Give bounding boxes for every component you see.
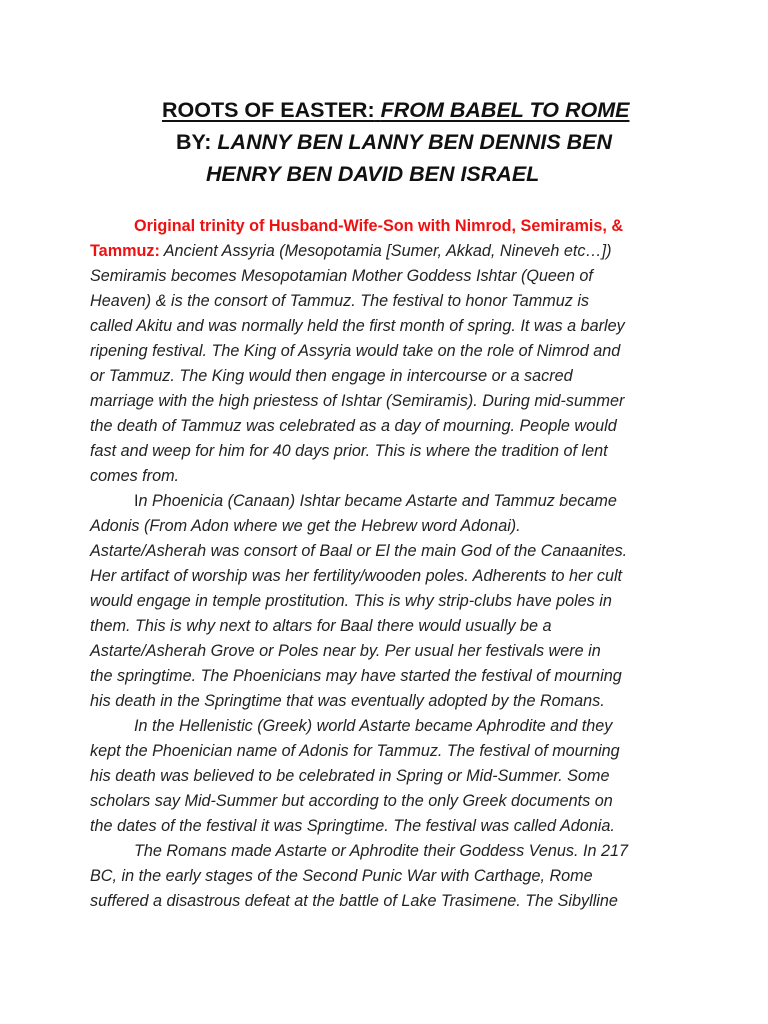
text-line: In Phoenicia (Canaan) Ishtar became Astarte and Tammuz became [134,492,617,510]
text-line: comes from. [90,467,180,485]
title-line-1 [162,94,629,126]
text-line: Her artifact of worship was her fertility/wooden poles. Adherents to her cult [90,567,623,585]
section-heading: Original trinity of Husband-Wife-Son with Nimrod, Semiramis, & [134,217,624,235]
text-line: his death was believed to be celebrated in Spring or Mid-Summer. Some [90,767,610,785]
text-line: or Tammuz. The King would then engage in intercourse or a sacred [90,367,573,385]
text-line [90,214,768,239]
byline-label: BY: [176,130,212,154]
text-line: the springtime. The Phoenicians may have started the festival of mourning [90,667,622,685]
text-line: would engage in temple prostitution. This is why strip-clubs have poles in [90,592,612,610]
text-line: Semiramis becomes Mesopotamian Mother Goddess Ishtar (Queen of [90,267,593,285]
title-line-1-main: ROOTS OF EASTER: [162,98,375,122]
text-line: the dates of the festival it was Springtime. The festival was called Adonia. [90,817,615,835]
text-line: his death in the Springtime that was eventually adopted by the Romans. [90,692,605,710]
author-name-1: LANNY BEN LANNY BEN DENNIS BEN [217,130,613,154]
text-line: the death of Tammuz was celebrated as a day of mourning. People would [90,417,617,435]
text-line: Heaven) & is the consort of Tammuz. The festival to honor Tammuz is [90,292,590,310]
text-line: kept the Phoenician name of Adonis for Tammuz. The festival of mourning [90,742,620,760]
text-line: marriage with the high priestess of Ishtar (Semiramis). During mid-summer [90,392,625,410]
text-line: scholars say Mid-Summer but according to the only Greek documents on [90,792,613,810]
text-line: Astarte/Asherah was consort of Baal or El the main God of the Canaanites. [90,542,628,560]
body-text [90,214,768,914]
text-line: Adonis (From Adon where we get the Hebrew word Adonai). [90,517,521,535]
text-line: Astarte/Asherah Grove or Poles near by. Per usual her festivals were in [90,642,601,660]
author-name-2: HENRY BEN DAVID BEN ISRAEL [206,162,540,186]
text-line: Tammuz: Ancient Assyria (Mesopotamia [Sumer, Akkad, Nineveh etc…]) [90,242,612,260]
section-heading-end: Tammuz: [90,242,160,260]
text-line: called Akitu and was normally held the first month of spring. It was a barley [90,317,625,335]
text-line: suffered a disastrous defeat at the battle of Lake Trasimene. The Sibylline [90,892,618,910]
text-line: BC, in the early stages of the Second Punic War with Carthage, Rome [90,867,593,885]
title-line-1-subtitle: FROM BABEL TO ROME [380,98,630,122]
text-line: The Romans made Astarte or Aphrodite their Goddess Venus. In 217 [134,842,628,860]
text-line: them. This is why next to altars for Baal there would usually be a [90,617,552,635]
text-line: fast and weep for him for 40 days prior. This is where the tradition of lent [90,442,608,460]
title-line-2 [176,126,612,158]
text-line: ripening festival. The King of Assyria would take on the role of Nimrod and [90,342,621,360]
text-line: In the Hellenistic (Greek) world Astarte became Aphrodite and they [134,717,613,735]
